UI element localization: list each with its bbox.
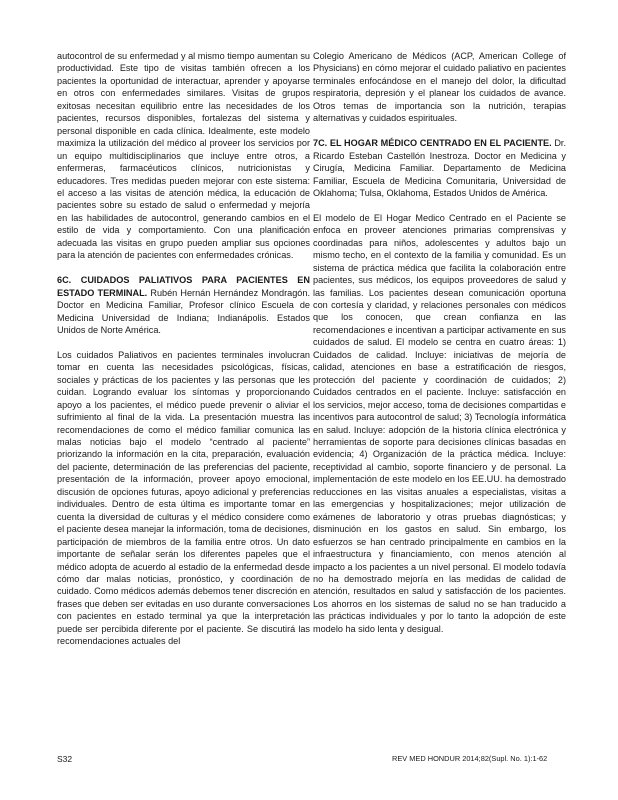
right-paragraph-1: Colegio Americano de Médicos (ACP, American College of Physicians) en cómo mejorar el cuidado paliativo en pacientes terminales enfocándose en el manejo del dolor, la dificultad respiratoria, depresión y el planear los cuidados de avance. Otros temas de importancia son la nutrición, terapias alternativas y cuidados espirituales. bbox=[313, 51, 566, 124]
journal-citation: REV MED HONDUR 2014;82(Supl. No. 1):1-62 bbox=[392, 754, 548, 763]
section-7c-authors: Dr. Ricardo Esteban Castellón Inestroza. Doctor en Medicina y Cirugía, Medicina Familiar. Departamento de Medicina Familiar, Escuela de Medicina Comunitaria, Universidad de Oklahoma; Tulsa, Oklahoma, Estados Unidos de América. bbox=[313, 138, 566, 198]
section-6c bbox=[57, 274, 310, 336]
right-paragraph-2: El modelo de El Hogar Medico Centrado en el Paciente se enfoca en proveer atenciones primarias comprensivas y coordinadas para niños, adolescentes y adultos bajo un mismo techo, en el contexto de la familia y comunidad. Es un sistema de práctica médica que facilita la colaboración entre pacientes, sus médicos, los equipos proveedores de salud y las familias. Los pacientes desean comunicación oportuna con cortesía y claridad, y relaciones personales con médicos que los conocen, que crean confianza en las recomendaciones e incentivan a participar activamente en sus cuidados de salud. El modelo se centra en cuatro áreas: 1) Cuidados de calidad. Incluye: iniciativas de mejoría de calidad, atenciones en base a estratificación de riesgos, protección del paciente y coordinación de cuidados; 2) Cuidados centrados en el paciente. Incluye: satisfacción en los servicios, mejor acceso, toma de decisiones compartidas e incentivos para autocontrol de salud; 3) Tecnología informática en salud. Incluye: adopción de la historia clínica electrónica y herramientas de soporte para decisiones clínicas basadas en evidencia; 4) Organización de la práctica médica. Incluye: receptividad al cambio, soporte financiero y de personal. La implementación de este modelo en los EE.UU. ha demostrado reducciones en las visitas anuales a especialistas, visitas a las emergencias y hospitalizaciones; mejor utilización de exámenes de laboratorio y otras pruebas diagnósticas; y disminución en los gastos en salud. Sin embargo, los esfuerzos se han centrado principalmente en cambios en la infraestructura y financiamiento, con menos atención al impacto a los pacientes a un nivel personal. El modelo todavía no ha demostrado mejoría en las medidas de calidad de atención, resultados en salud y satisfacción de los pacientes. Los ahorros en los sistemas de salud no se han traducido a las prácticas individuales y por lo tanto la adopción de este modelo ha sido lenta y desigual. bbox=[313, 212, 566, 634]
section-6c-heading: 6C. CUIDADOS PALIATIVOS PARA PACIENTES EN ESTADO TERMINAL. bbox=[57, 275, 310, 298]
left-paragraph-1: autocontrol de su enfermedad y al mismo tiempo aumentan su productividad. Este tipo de visitas también ofrecen a los pacientes la oportunidad de interactuar, aprender y apoyarse en otros con enfermedades similares. Visitas de grupos exitosas necesitan equilibrio entre las necesidades de los pacientes, recursos disponibles, fortalezas del sistema y personal disponible en cada clínica. Idealmente, este modelo maximiza la utilización del médico al proveer los servicios por un equipo multidisciplinarios que incluye entre otros, a enfermeras, farmacéuticos clínicos, nutricionistas y educadores. Tres medidas pueden mejorar con este sistema: el acceso a las visitas de atención médica, la educación de pacientes sobre su estado de salud o enfermedad y mejoría en las habilidades de autocontrol, generando cambios en el estilo de vida y comportamiento. Con una planificación adecuada las visitas en grupo pueden ampliar sus opciones para la atención de pacientes con enfermedades crónicas. bbox=[57, 51, 310, 261]
section-7c-heading: 7C. EL HOGAR MÉDICO CENTRADO EN EL PACIENTE. bbox=[313, 138, 552, 149]
right-column bbox=[313, 50, 566, 648]
left-column bbox=[57, 50, 310, 660]
left-paragraph-2: Los cuidados Paliativos en pacientes terminales involucran tomar en cuenta las necesidades psicológicas, físicas, sociales y prácticas de los pacientes y las personas que les cuidan. Logrando evaluar los síntomas y proporcionando apoyo a los pacientes, el médico puede prevenir o aliviar el sufrimiento al final de la vida. La presentación muestra las recomendaciones de como el médico familiar comunica las malas noticias bajo el modelo “centrado al paciente” priorizando la información en la cita, preparación, evaluación del paciente, determinación de las preferencias del paciente, presentación de la información, proveer apoyo emocional, discusión de opciones futuras, apoyo adicional y preferencias individuales. Dentro de esta última es importante tomar en cuenta la diversidad de culturas y el médico considere como el paciente desea manejar la información, toma de decisiones, participación de miembros de la familia entre otros. Un dato importante de señalar serán los diferentes papeles que el médico adopta de acuerdo al estadio de la enfermedad desde cómo dar malas noticias, pronóstico, y coordinación de cuidado. Como médicos además debemos tener discreción en frases que deben ser evitadas en uso durante conversaciones con pacientes en estado terminal ya que la interpretación puede ser percibida diferente por el paciente. Se discutirá las recomendaciones actuales del bbox=[57, 349, 310, 647]
page-number: S32 bbox=[57, 754, 73, 764]
section-7c bbox=[313, 137, 566, 199]
section-6c-authors: Rubén Hernán Hernández Mondragón. Doctor en Medicina Familiar, Profesor clínico Escuela de Medicina Universidad de Indiana; Indianápolis. Estados Unidos de Norte América. bbox=[57, 287, 310, 335]
